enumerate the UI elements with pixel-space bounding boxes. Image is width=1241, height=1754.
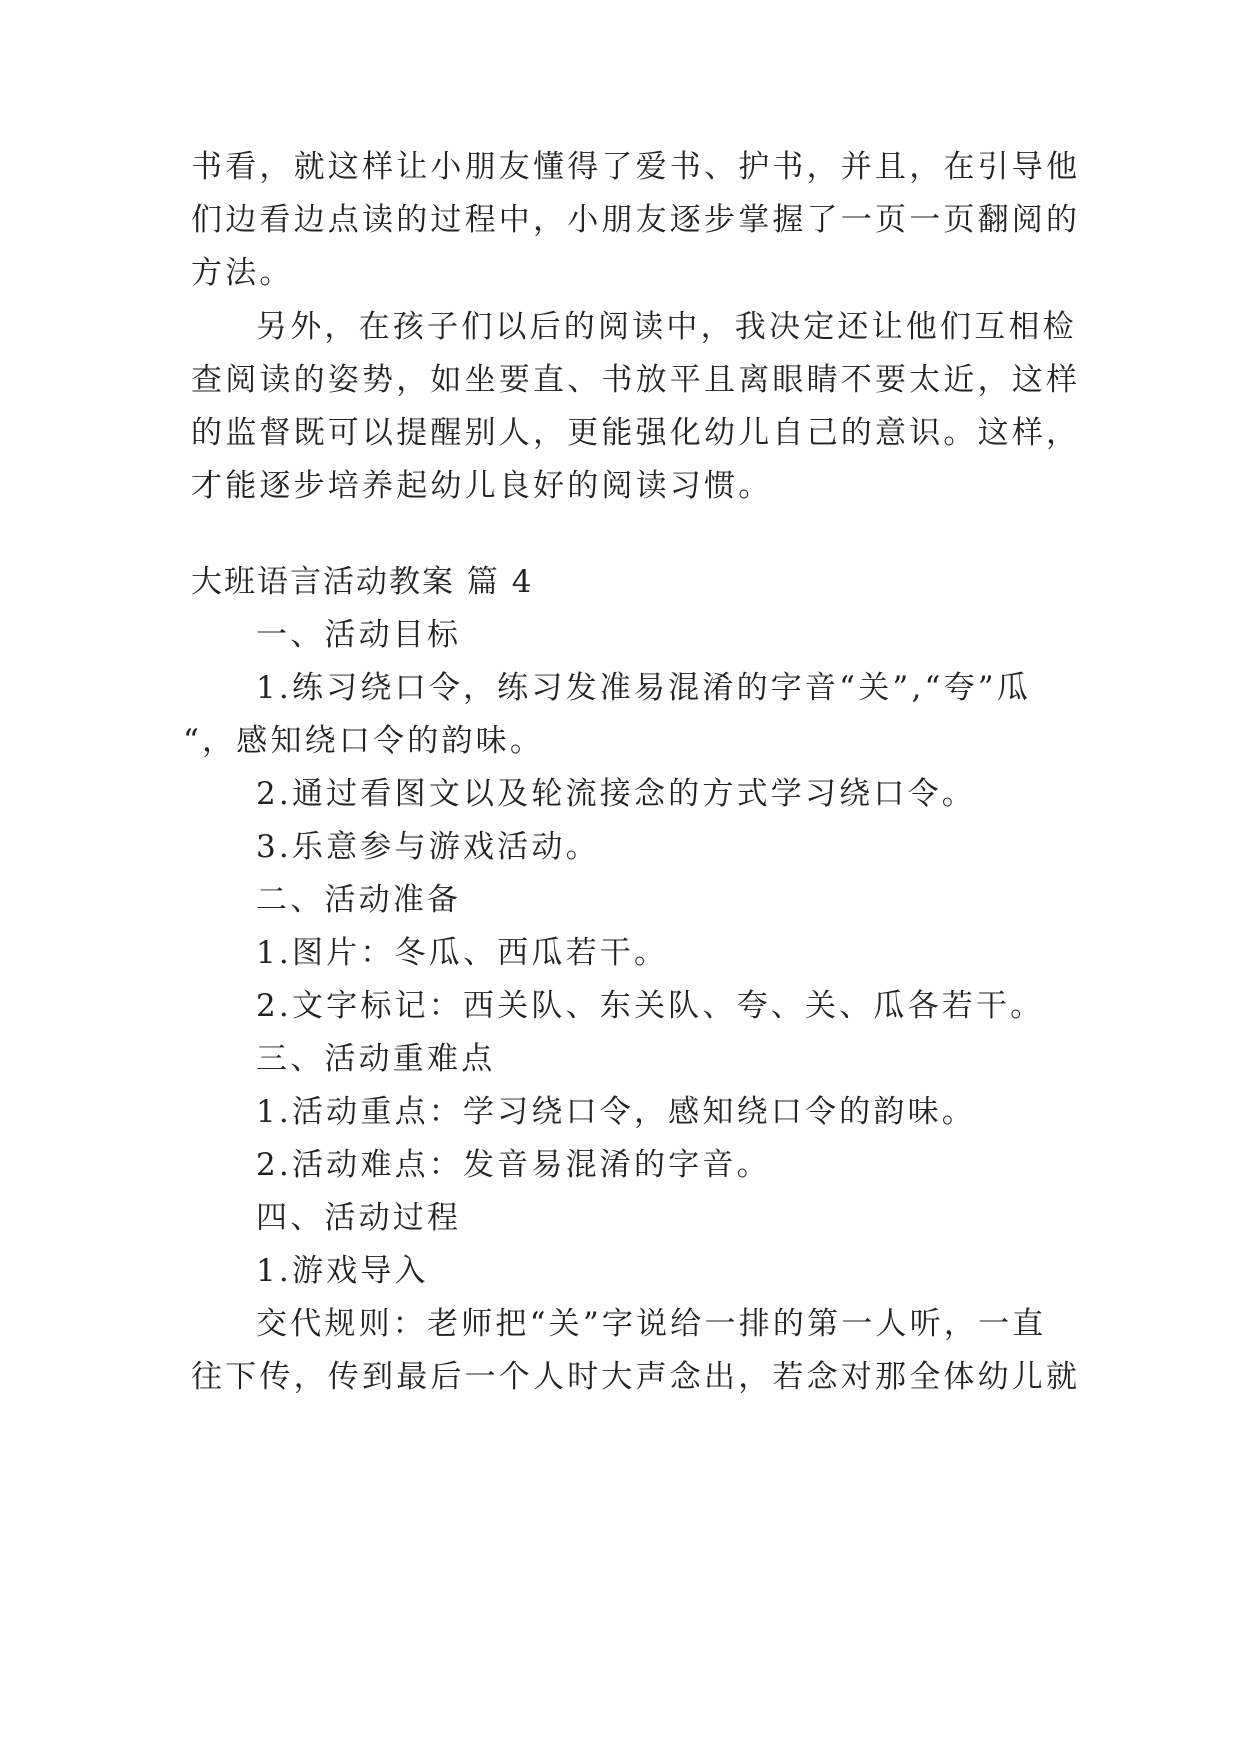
section-heading: 二、活动准备 <box>256 882 462 918</box>
paragraph-line: 往下传，传到最后一个人时大声念出，若念对那全体幼儿就 <box>191 1359 1081 1395</box>
list-item: 1.练习绕口令，练习发准易混淆的字音“关”,“夸”瓜 <box>256 670 1032 706</box>
paragraph-line: 书看，就这样让小朋友懂得了爱书、护书，并且，在引导他 <box>191 149 1081 185</box>
section-heading: 三、活动重难点 <box>256 1041 496 1077</box>
section-heading: 四、活动过程 <box>256 1200 462 1236</box>
list-item: 3.乐意参与游戏活动。 <box>256 829 600 865</box>
paragraph-line: 另外，在孩子们以后的阅读中，我决定还让他们互相检 <box>256 309 1077 345</box>
paragraph-line: 查阅读的姿势，如坐要直、书放平且离眼睛不要太近，这样 <box>191 362 1081 398</box>
paragraph-line: 们边看边点读的过程中，小朋友逐步掌握了一页一页翻阅的 <box>191 202 1081 238</box>
list-item: 2.通过看图文以及轮流接念的方式学习绕口令。 <box>256 776 976 812</box>
paragraph-line: 交代规则：老师把“关”字说给一排的第一人听，一直 <box>256 1306 1047 1342</box>
paragraph-line: 方法。 <box>191 255 294 291</box>
list-item: 2.活动难点：发音易混淆的字音。 <box>256 1147 771 1183</box>
section-title: 大班语言活动教案 篇 4 <box>191 564 534 600</box>
list-item: 1.游戏导入 <box>256 1253 429 1289</box>
list-item-continuation: “，感知绕口令的韵味。 <box>183 723 545 759</box>
section-heading: 一、活动目标 <box>256 617 462 653</box>
paragraph-line: 的监督既可以提醒别人，更能强化幼儿自己的意识。这样， <box>191 415 1081 451</box>
list-item: 2.文字标记：西关队、东关队、夸、关、瓜各若干。 <box>256 988 1045 1024</box>
list-item: 1.活动重点：学习绕口令，感知绕口令的韵味。 <box>256 1094 976 1130</box>
list-item: 1.图片：冬瓜、西瓜若干。 <box>256 935 669 971</box>
paragraph-line: 才能逐步培养起幼儿良好的阅读习惯。 <box>191 468 773 504</box>
